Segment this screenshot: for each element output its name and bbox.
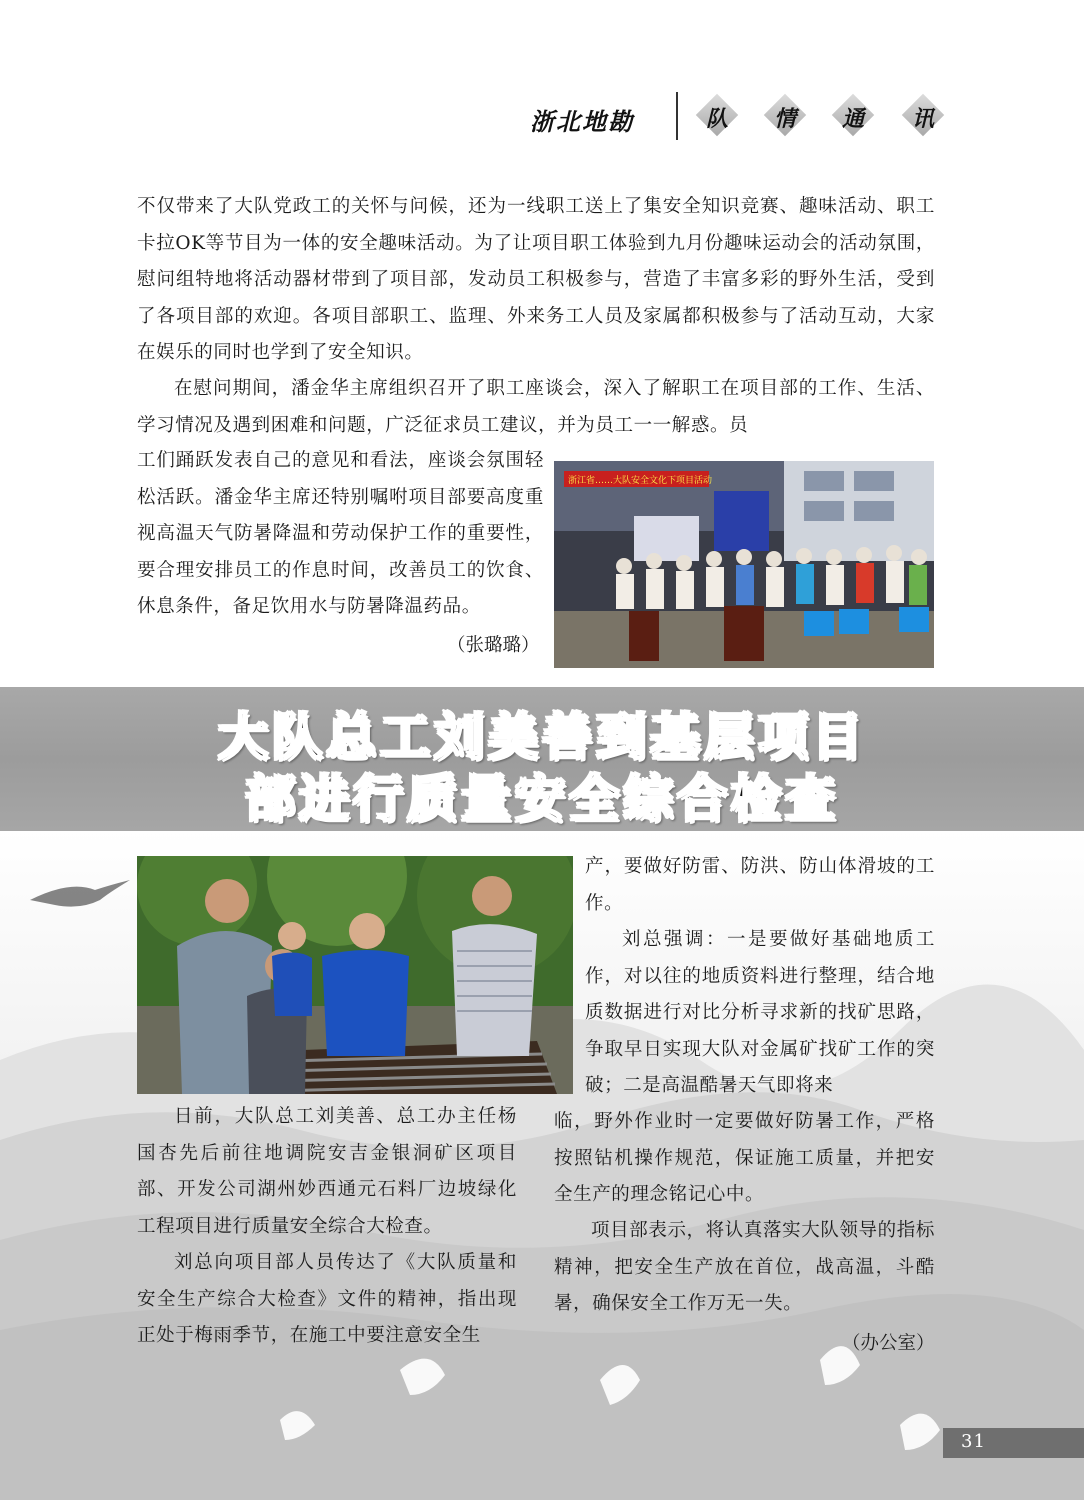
bird-icon [30,880,130,907]
top-article-paragraph-2: 在慰问期间，潘金华主席组织召开了职工座谈会，深入了解职工在项目部的工作、生活、学习情况及遇到困难和问题，广泛征求员工建议，并为员工一一解惑。员 [137,378,935,436]
bottom-article-right-paragraph-1: 产，要做好防雷、防洪、防山体滑坡的工作。 [585,856,935,914]
bottom-article-right-paragraph-3: 项目部表示，将认真落实大队领导的指标精神，把安全生产放在首位，战高温，斗酷暑，确保安全工作万无一失。 [554,1220,935,1314]
headline-banner [0,687,1084,831]
bottom-article-author: （办公室） [842,1333,935,1354]
bottom-article-right-paragraph-2-cont: 临，野外作业时一定要做好防暑工作，严格按照钻机操作规范，保证施工质量，并把安全生产的理念铭记心中。 [554,1111,935,1205]
page-number-box [943,1428,1084,1458]
inspection-photo [137,856,573,1094]
meeting-photo [554,461,934,668]
meeting-banner-text: 浙江省……大队安全文化下项目活动 [568,476,713,486]
bottom-article-left-paragraph-1: 日前，大队总工刘美善、总工办主任杨国杏先后前往地调院安吉金银洞矿区项目部、开发公司湖州妙西通元石料厂边坡绿化工程项目进行质量安全综合大检查。 [137,1106,517,1237]
headline-line-1: 大队总工刘美善到基层项目 [218,708,866,766]
top-article-author: （张璐璐） [447,635,540,656]
top-article-paragraph-1: 不仅带来了大队党政工的关怀与问候，还为一线职工送上了集安全知识竞赛、趣味活动、职工卡拉OK等节目为一体的安全趣味活动。为了让项目职工体验到九月份趣味运动会的活动氛围，慰问组特地将活动器材带到了项目部，发动员工积极参与，营造了丰富多彩的野外生活，受到了各项目部的欢迎。各项目部职工、监理、外来务工人员及家属都积极参与了活动互动，大家在娱乐的同时也学到了安全知识。 [137,196,935,363]
bottom-article-right-paragraph-2: 刘总强调：一是要做好基础地质工作，对以往的地质资料进行整理，结合地质数据进行对比分析寻求新的找矿思路，争取早日实现大队对金属矿找矿工作的突破；二是高温酷暑天气即将来 [585,929,935,1096]
header-divider [676,92,678,140]
brand-title: 浙北地勘 [530,108,634,136]
section-char-4: 讯 [904,96,942,134]
page-number: 31 [961,1431,986,1452]
bottom-article-left-paragraph-2: 刘总向项目部人员传达了《大队质量和安全生产综合大检查》文件的精神，指出现正处于梅雨季节，在施工中要注意安全生 [137,1252,517,1346]
section-char-1: 队 [698,96,736,134]
headline-line-2: 部进行质量安全综合检查 [245,770,839,828]
page-header [520,92,960,142]
section-char-2: 情 [766,96,804,134]
top-article-paragraph-2-cont: 工们踊跃发表自己的意见和看法，座谈会氛围轻松活跃。潘金华主席还特别嘱咐项目部要高度重视高温天气防暑降温和劳动保护工作的重要性，要合理安排员工的作息时间，改善员工的饮食、休息条件，备足饮用水与防暑降温药品。 [137,450,544,617]
section-char-3: 通 [834,96,872,134]
